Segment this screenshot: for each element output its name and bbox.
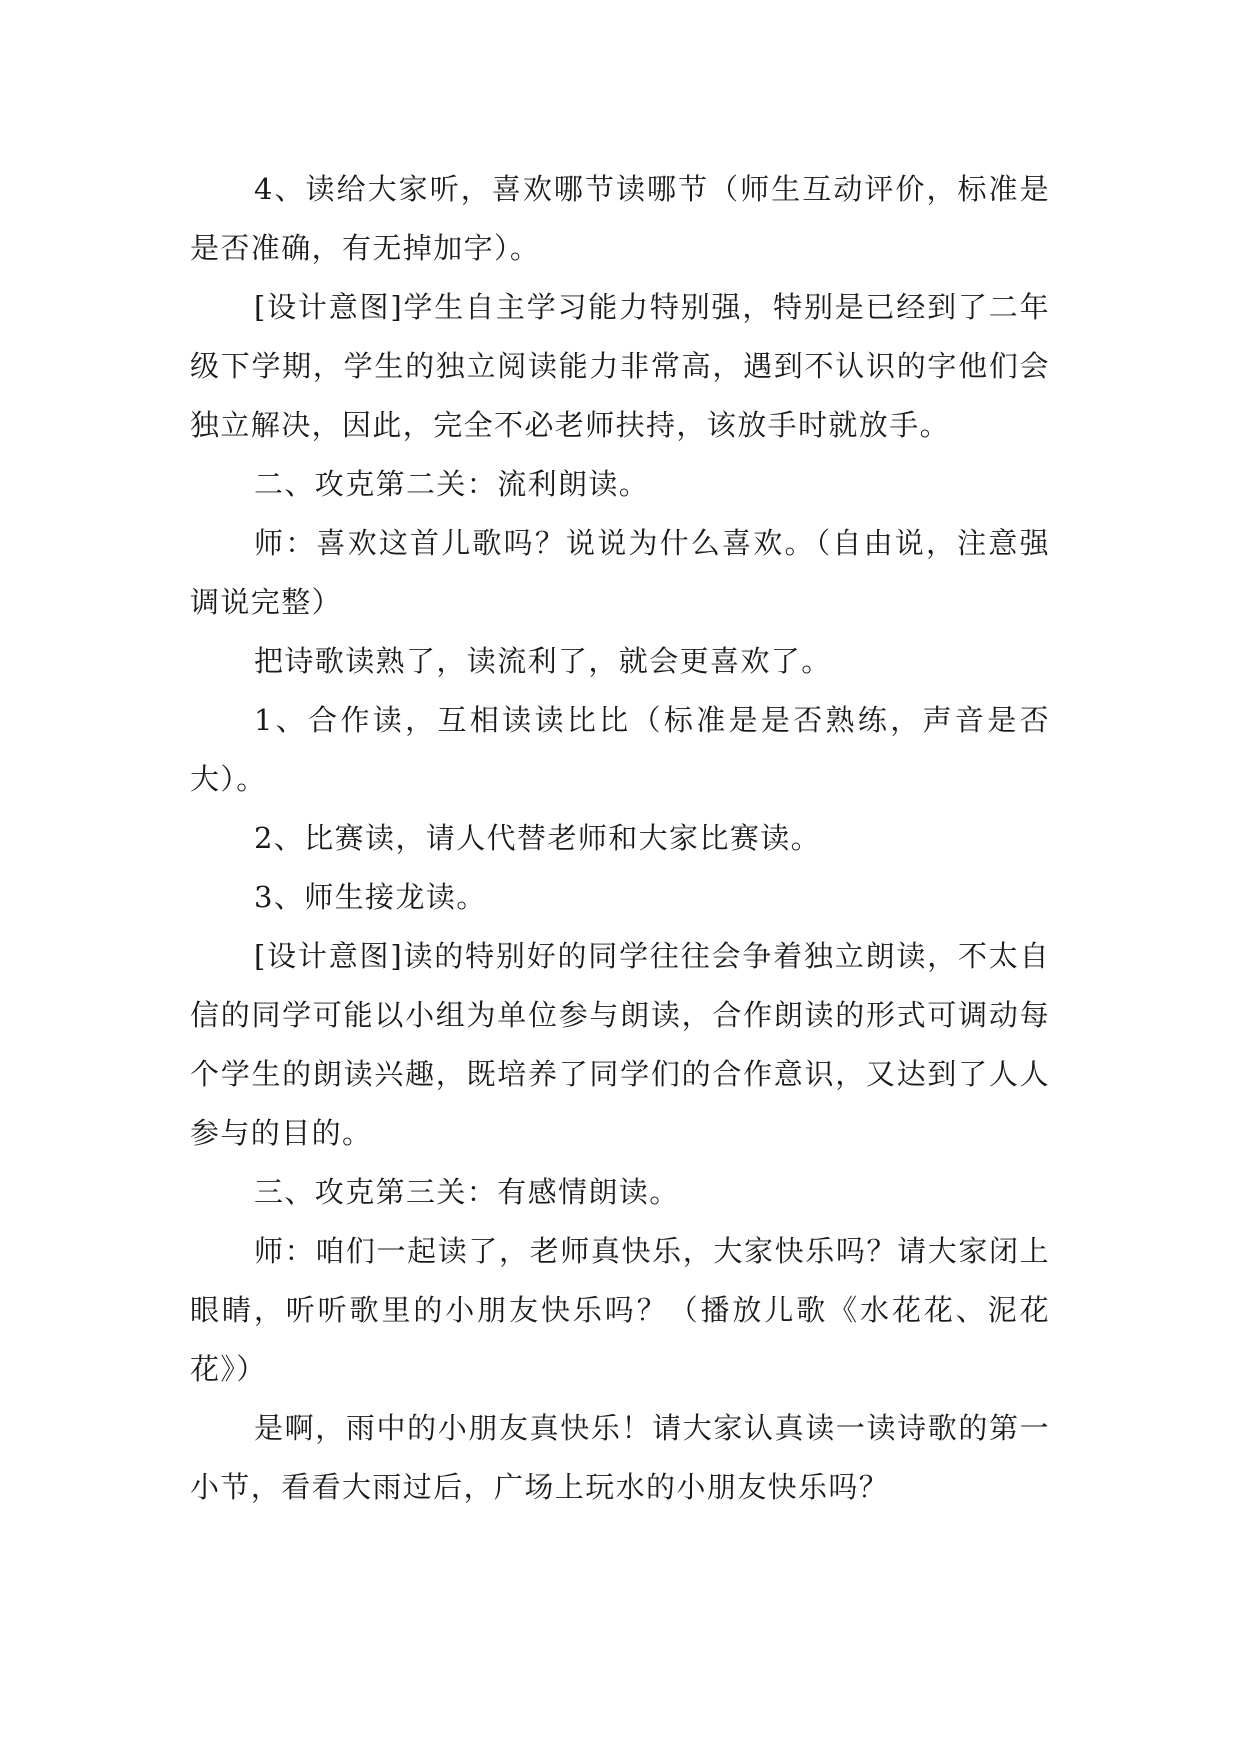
paragraph-children-happy: 是啊，雨中的小朋友真快乐！请大家认真读一读诗歌的第一小节，看看大雨过后，广场上玩水的小朋友快乐吗？ [190, 1411, 1050, 1504]
paragraph-teacher-question: 师：喜欢这首儿歌吗？说说为什么喜欢。（自由说，注意强调说完整） [190, 526, 1050, 619]
document-page [190, 160, 1050, 1517]
paragraph-read-fluently: 把诗歌读熟了，读流利了，就会更喜欢了。 [254, 644, 832, 678]
section-heading-2: 二、攻克第二关：流利朗读。 [254, 467, 650, 501]
paragraph-item-2: 2、比赛读，请人代替老师和大家比赛读。 [254, 821, 822, 855]
paragraph-design-intent-2: [设计意图]读的特别好的同学往往会争着独立朗读，不太自信的同学可能以小组为单位参与朗读，合作朗读的形式可调动每个学生的朗读兴趣，既培养了同学们的合作意识，又达到了人人参与的目的。 [190, 939, 1050, 1150]
paragraph-design-intent-1: [设计意图]学生自主学习能力特别强，特别是已经到了二年级下学期，学生的独立阅读能力非常高，遇到不认识的字他们会独立解决，因此，完全不必老师扶持，该放手时就放手。 [190, 290, 1050, 442]
paragraph-item-1: 1、合作读，互相读读比比（标准是是否熟练，声音是否大）。 [190, 703, 1050, 796]
paragraph-item-3: 3、师生接龙读。 [254, 880, 487, 914]
paragraph-item-4: 4、读给大家听，喜欢哪节读哪节（师生互动评价，标准是是否准确，有无掉加字）。 [190, 172, 1050, 265]
section-heading-3: 三、攻克第三关：有感情朗读。 [254, 1175, 680, 1209]
paragraph-teacher-joy: 师：咱们一起读了，老师真快乐，大家快乐吗？请大家闭上眼睛，听听歌里的小朋友快乐吗？（播放儿歌《水花花、泥花花》） [190, 1234, 1050, 1386]
